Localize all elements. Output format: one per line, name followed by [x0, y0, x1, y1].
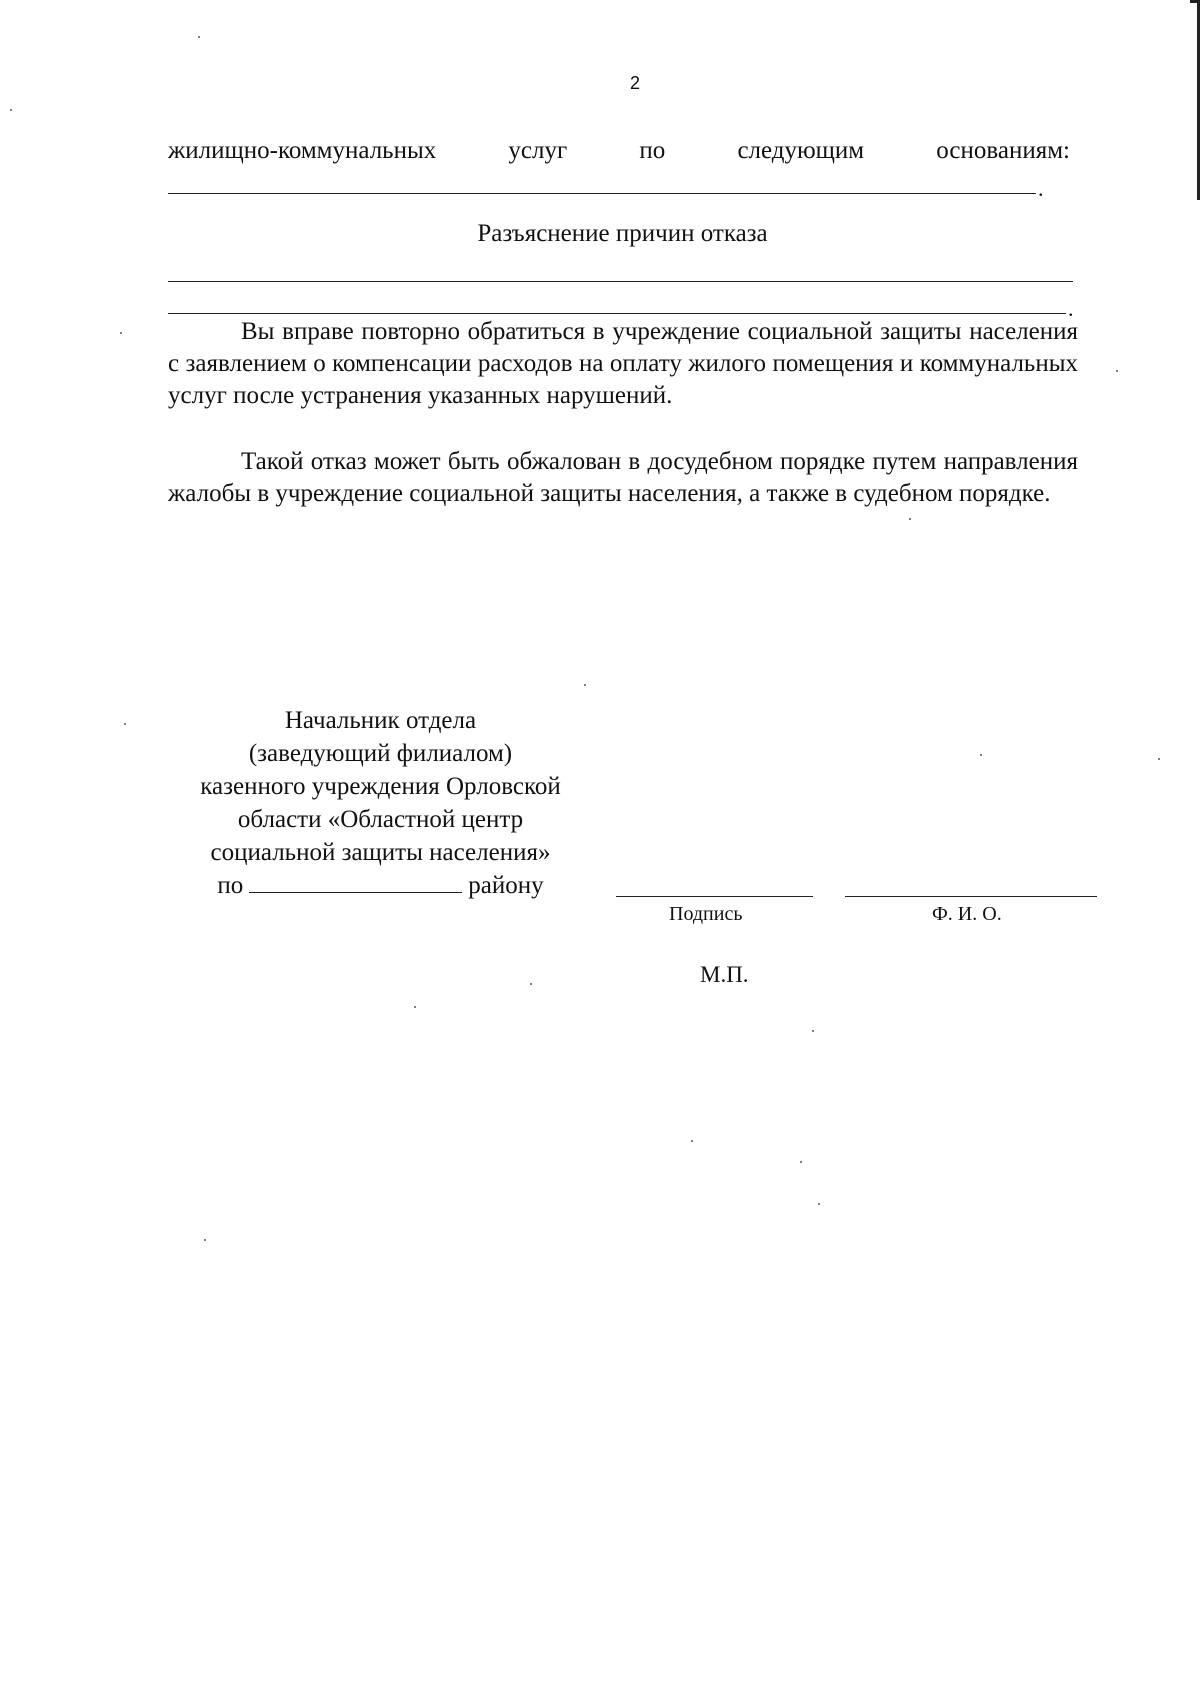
- section-heading: Разъяснение причин отказа: [477, 220, 768, 247]
- scan-speck: [980, 754, 982, 756]
- district-prefix: по: [217, 872, 244, 899]
- scan-speck: [812, 1030, 814, 1032]
- scan-speck: [800, 1161, 802, 1163]
- paragraph-reapply-text: Вы вправе повторно обратиться в учреждение социальной защиты населения с заявлением о компенсации расходов на оплату жилого помещения и коммунальных услуг после устранения указанных нарушений.: [168, 318, 1078, 409]
- scan-speck: [124, 723, 126, 725]
- intro-word: жилищно-коммунальных: [168, 137, 437, 164]
- intro-word: услуг: [508, 137, 568, 164]
- district-line: [168, 869, 593, 902]
- line-end-dot: .: [1038, 176, 1044, 201]
- blank-line-reason-2: [168, 313, 1066, 314]
- stamp-place-label: М.П.: [700, 962, 749, 987]
- signature-caption: Подпись: [669, 903, 743, 925]
- intro-word: основаниям:: [936, 137, 1070, 164]
- position-line: казенного учреждения Орловской: [200, 773, 561, 800]
- scan-speck: [204, 1239, 206, 1241]
- fio-blank-line: [845, 896, 1097, 897]
- scan-speck: [909, 518, 911, 520]
- scan-speck: [691, 1140, 693, 1142]
- scan-speck: [120, 332, 122, 334]
- blank-line-reason-1: [168, 281, 1073, 282]
- paragraph-appeal-text: Такой отказ может быть обжалован в досудебном порядке путем направления жалобы в учреждение социальной защиты населения, а также в судебном порядке.: [168, 448, 1078, 507]
- line-end-dot: .: [1068, 296, 1074, 321]
- district-blank: [249, 870, 462, 893]
- scan-edge-tick: [1190, 0, 1200, 3]
- scan-speck: [10, 109, 12, 111]
- paragraph-appeal: [168, 446, 1078, 510]
- district-suffix: району: [468, 872, 544, 899]
- position-line: Начальник отдела: [284, 707, 477, 734]
- position-line: (заведующий филиалом): [248, 740, 513, 767]
- scan-speck: [530, 983, 532, 985]
- intro-line: [168, 136, 1070, 166]
- scan-speck: [584, 684, 586, 686]
- scan-speck: [818, 1203, 820, 1205]
- intro-word: по: [639, 137, 666, 164]
- signature-position-block: [168, 704, 593, 902]
- blank-line-grounds: [168, 193, 1036, 194]
- page-number: 2: [629, 73, 640, 93]
- intro-word: следующим: [737, 137, 865, 164]
- position-line: области «Областной центр: [237, 806, 524, 833]
- position-line: социальной защиты населения»: [210, 839, 551, 866]
- fio-caption: Ф. И. О.: [932, 903, 1002, 925]
- scan-speck: [1116, 370, 1118, 372]
- signature-blank-line: [616, 896, 813, 897]
- paragraph-reapply: [168, 316, 1078, 412]
- scan-speck: [1158, 758, 1160, 760]
- scan-speck: [414, 1006, 416, 1008]
- scan-speck: [198, 36, 200, 38]
